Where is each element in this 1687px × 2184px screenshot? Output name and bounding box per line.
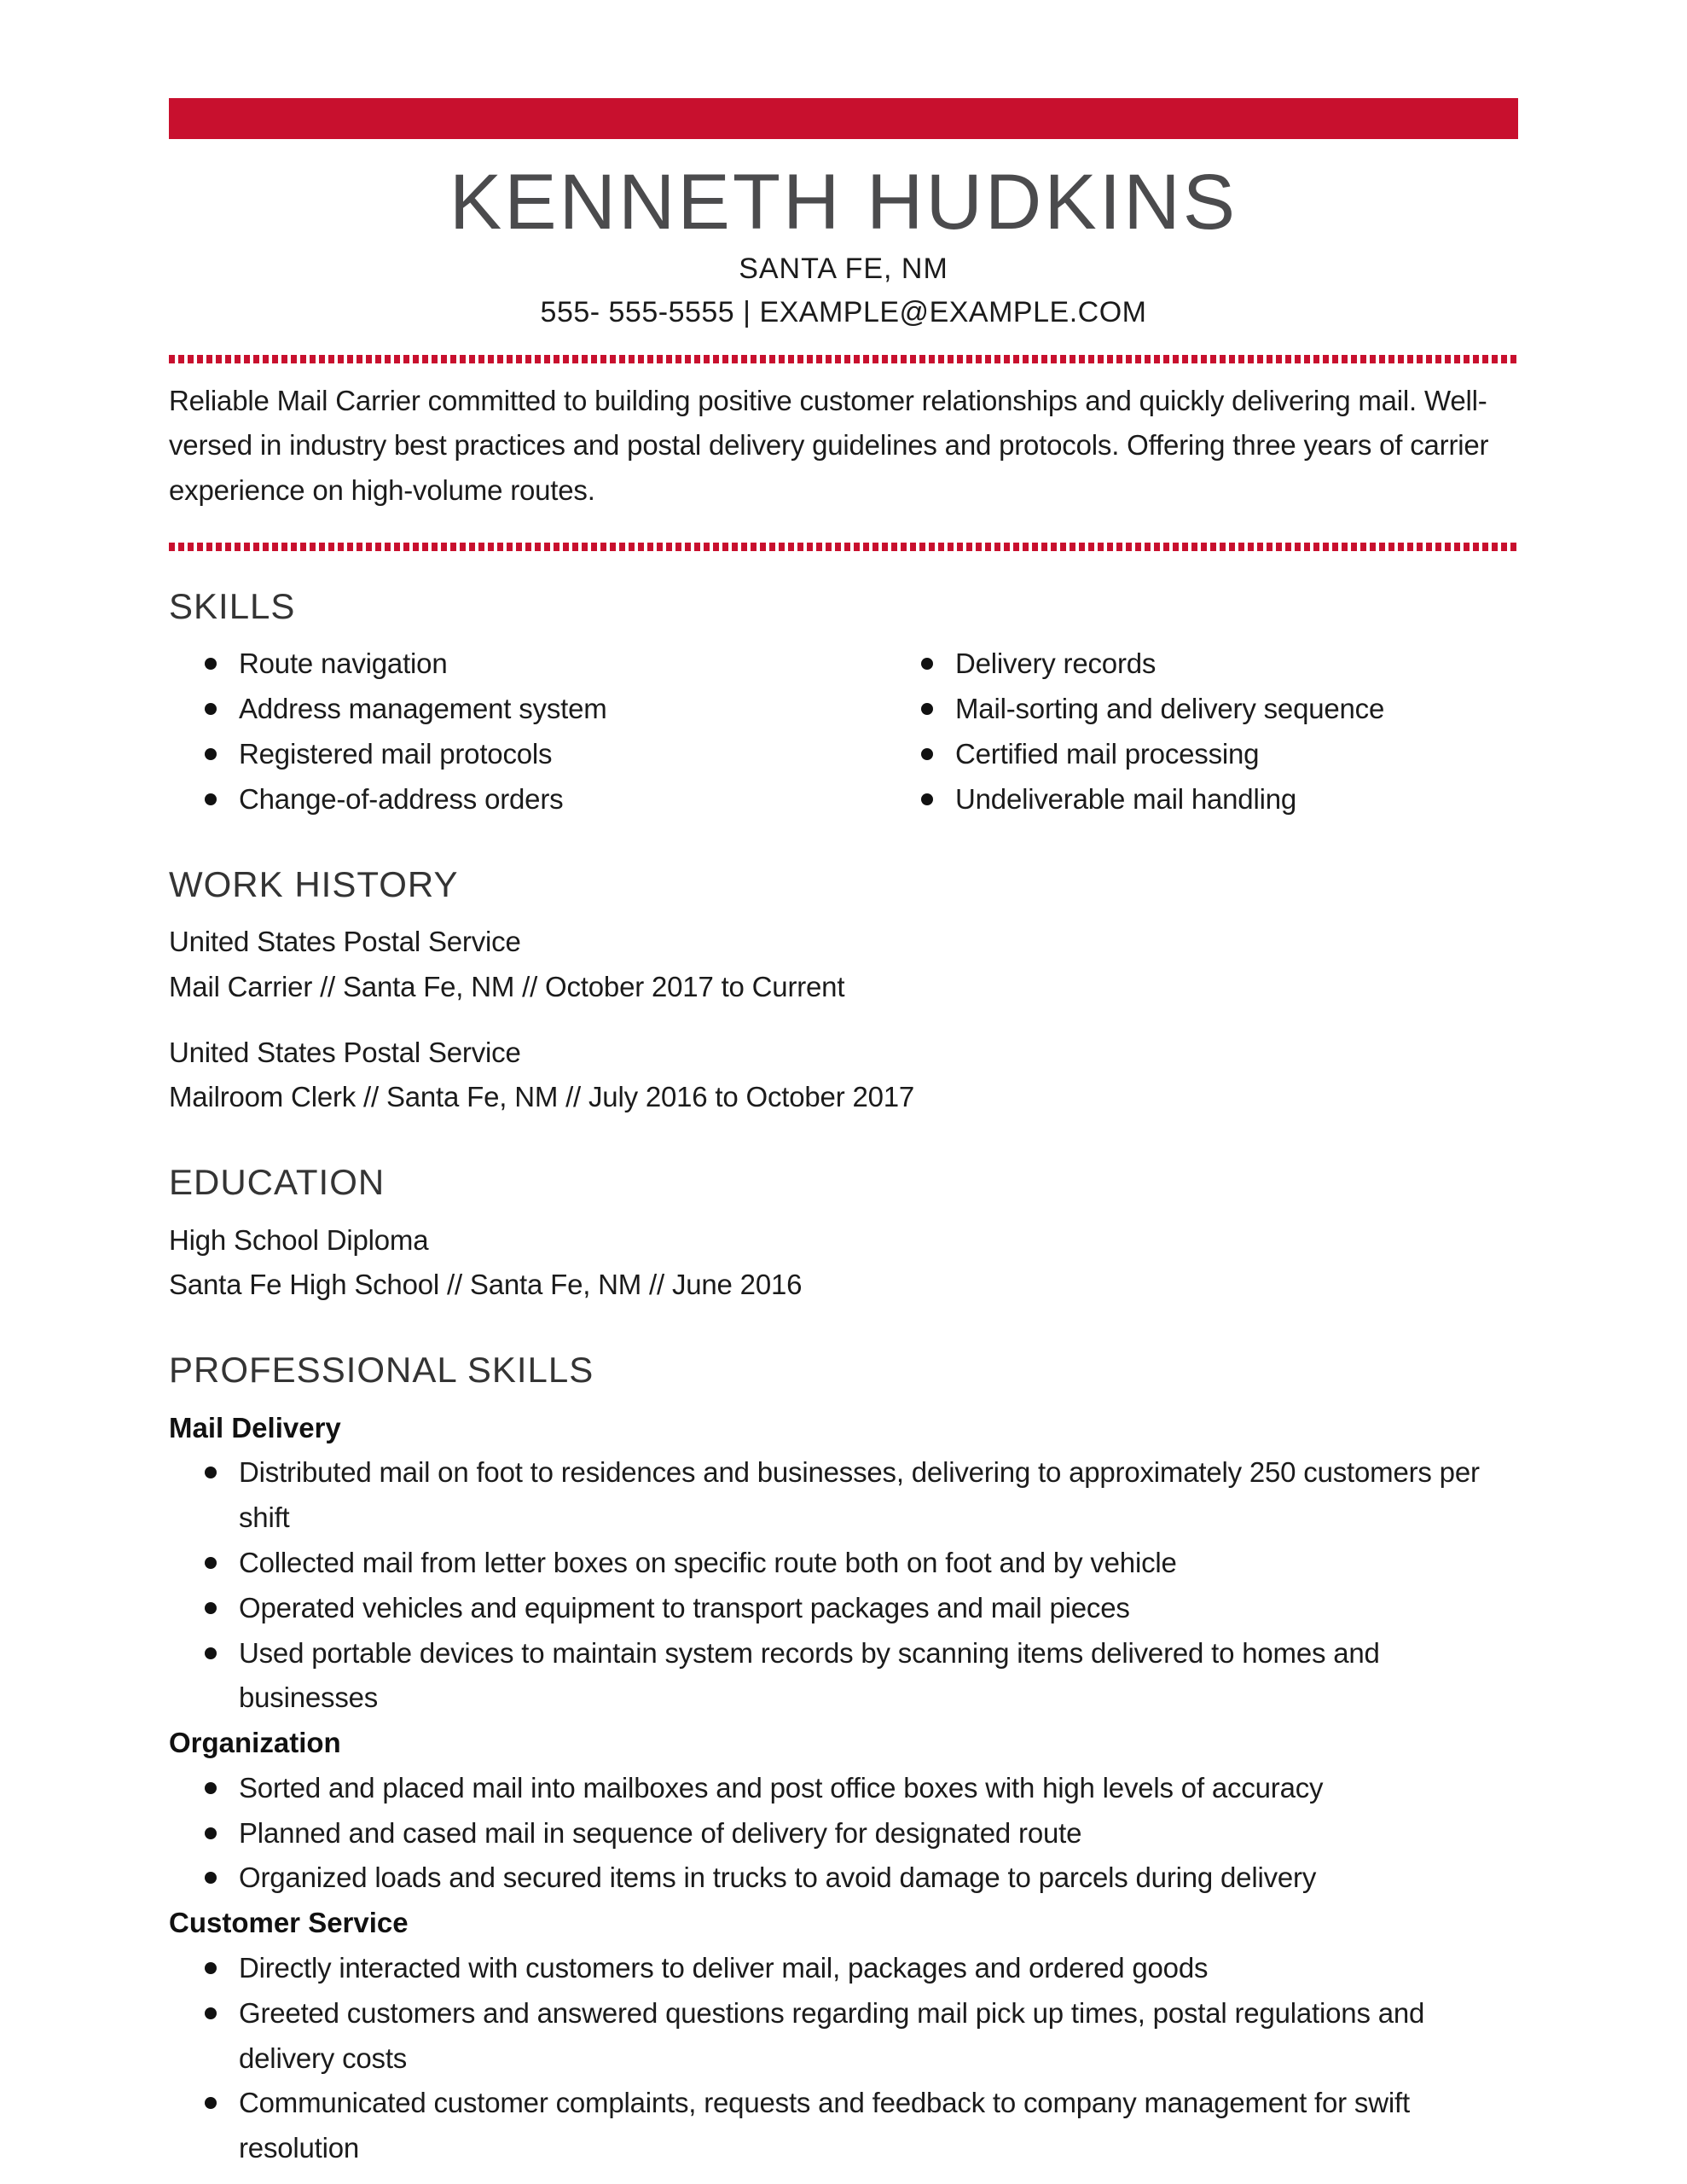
list-item: Certified mail processing	[885, 732, 1518, 777]
job-entry	[169, 1031, 1518, 1121]
skills-columns	[169, 642, 1518, 822]
list-item: Communicated customer complaints, requests and feedback to company management for swift resolution	[169, 2081, 1518, 2171]
skill-group-title: Mail Delivery	[169, 1411, 341, 1443]
skills-column-left	[169, 642, 885, 822]
list-item: Planned and cased mail in sequence of delivery for designated route	[169, 1811, 1518, 1856]
skills-column-right	[885, 642, 1518, 822]
skills-heading: SKILLS	[169, 585, 296, 626]
list-item: Distributed mail on foot to residences and businesses, delivering to approximately 250 customers per shift	[169, 1450, 1518, 1541]
list-item: Delivery records	[885, 642, 1518, 687]
professional-skills-heading: PROFESSIONAL SKILLS	[169, 1350, 594, 1391]
list-item: Greeted customers and answered questions regarding mail pick up times, postal regulations and delivery costs	[169, 1991, 1518, 2082]
skill-group	[169, 1901, 1518, 2171]
dotted-divider-top	[169, 355, 1518, 363]
contact-line: 555- 555-5555 | EXAMPLE@EXAMPLE.COM	[540, 295, 1147, 328]
skills-section	[169, 585, 1518, 822]
education-section	[169, 1161, 1518, 1308]
dotted-divider-bottom	[169, 543, 1518, 551]
candidate-name: KENNETH HUDKINS	[449, 159, 1238, 246]
job-meta: Mail Carrier // Santa Fe, NM // October 2017 to Current	[169, 970, 845, 1002]
list-item: Collected mail from letter boxes on specific route both on foot and by vehicle	[169, 1541, 1518, 1586]
education-entry	[169, 1218, 1518, 1309]
list-item: Sorted and placed mail into mailboxes and post office boxes with high levels of accuracy	[169, 1766, 1518, 1811]
job-entry	[169, 920, 1518, 1010]
skill-group-title: Organization	[169, 1727, 341, 1759]
professional-skills-section	[169, 1349, 1518, 2171]
list-item: Operated vehicles and equipment to transport packages and mail pieces	[169, 1586, 1518, 1631]
list-item: Change-of-address orders	[169, 777, 885, 822]
work-history-heading: WORK HISTORY	[169, 863, 459, 904]
skill-group-title: Customer Service	[169, 1907, 409, 1939]
work-history-section	[169, 863, 1518, 1121]
education-heading: EDUCATION	[169, 1162, 386, 1203]
education-meta: Santa Fe High School // Santa Fe, NM // June 2016	[169, 1269, 803, 1301]
skill-group	[169, 1721, 1518, 1901]
list-item: Mail-sorting and delivery sequence	[885, 687, 1518, 732]
list-item: Address management system	[169, 687, 885, 732]
skill-group-bullets	[169, 1946, 1518, 2171]
list-item: Route navigation	[169, 642, 885, 687]
list-item: Used portable devices to maintain system records by scanning items delivered to homes and businesses	[169, 1631, 1518, 1722]
job-employer: United States Postal Service	[169, 1036, 521, 1068]
list-item: Organized loads and secured items in trucks to avoid damage to parcels during delivery	[169, 1856, 1518, 1901]
resume-header	[0, 161, 1687, 329]
list-item: Registered mail protocols	[169, 732, 885, 777]
job-meta: Mailroom Clerk // Santa Fe, NM // July 2016 to October 2017	[169, 1081, 915, 1113]
degree: High School Diploma	[169, 1223, 429, 1256]
skill-group	[169, 1406, 1518, 1722]
accent-bar	[169, 98, 1518, 139]
skill-group-bullets	[169, 1766, 1518, 1901]
skill-group-bullets	[169, 1450, 1518, 1721]
job-employer: United States Postal Service	[169, 925, 521, 957]
list-item: Undeliverable mail handling	[885, 777, 1518, 822]
candidate-location: SANTA FE, NM	[739, 252, 948, 285]
list-item: Directly interacted with customers to deliver mail, packages and ordered goods	[169, 1946, 1518, 1991]
summary-text: Reliable Mail Carrier committed to building positive customer relationships and quickly delivering mail. Well-versed in industry best practices and postal delivery guidelines and protocols. Offering three years of carrier experience on high-volume routes.	[169, 384, 1489, 507]
